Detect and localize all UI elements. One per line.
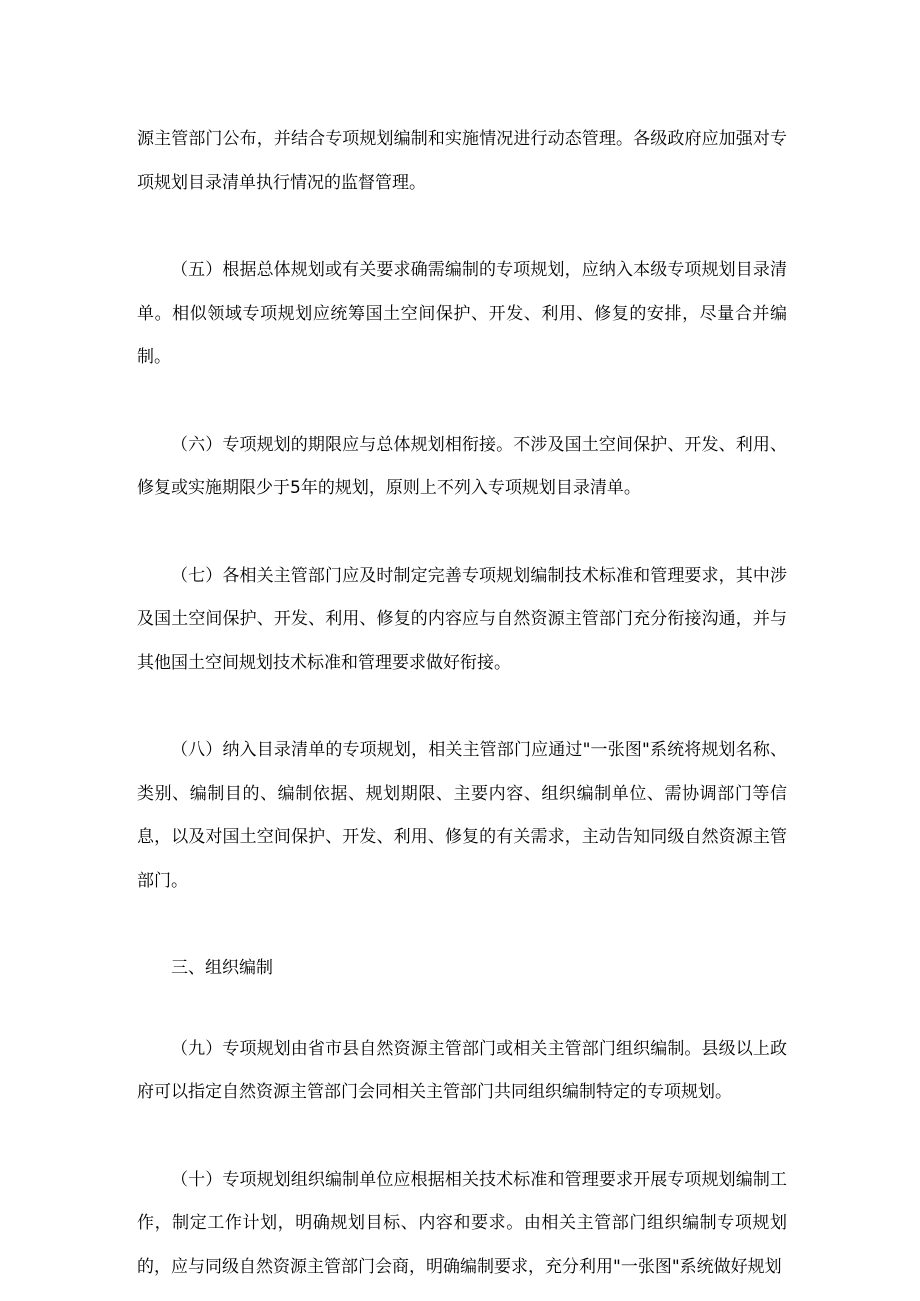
paragraph-gap bbox=[137, 903, 787, 947]
document-body bbox=[137, 118, 787, 1289]
paragraph-gap bbox=[137, 380, 787, 424]
paragraph-continuation: 源主管部门公布，并结合专项规划编制和实施情况进行动态管理。各级政府应加强对专项规划目录清单执行情况的监督管理。 bbox=[137, 129, 787, 193]
paragraph-gap bbox=[137, 205, 787, 249]
paragraph-gap bbox=[137, 685, 787, 729]
paragraph-gap bbox=[137, 991, 787, 1028]
paragraph-gap bbox=[137, 1115, 787, 1159]
paragraph-item-6: （六）专项规划的期限应与总体规划相衔接。不涉及国土空间保护、开发、利用、修复或实施期限少于5年的规划，原则上不列入专项规划目录清单。 bbox=[137, 434, 787, 498]
section-heading: 三、组织编制 bbox=[171, 958, 273, 978]
paragraph-item-9: （九）专项规划由省市县自然资源主管部门或相关主管部门组织编制。县级以上政府可以指定自然资源主管部门会同相关主管部门共同组织编制特定的专项规划。 bbox=[137, 1038, 787, 1102]
paragraph-item-5: （五）根据总体规划或有关要求确需编制的专项规划，应纳入本级专项规划目录清单。相似领域专项规划应统筹国土空间保护、开发、利用、修复的安排，尽量合并编制。 bbox=[137, 260, 787, 367]
paragraph-item-10: （十）专项规划组织编制单位应根据相关技术标准和管理要求开展专项规划编制工作，制定工作计划，明确规划目标、内容和要求。由相关主管部门组织编制专项规划的，应与同级自然资源主管部门会商，明确编制要求，充分利用"一张图"系统做好规划 bbox=[137, 1169, 787, 1277]
paragraph-item-8: （八）纳入目录清单的专项规划，相关主管部门应通过"一张图"系统将规划名称、类别、编制目的、编制依据、规划期限、主要内容、组织编制单位、需协调部门等信息，以及对国土空间保护、开发、利用、修复的有关需求，主动告知同级自然资源主管部门。 bbox=[137, 740, 787, 891]
paragraph-item-7: （七）各相关主管部门应及时制定完善专项规划编制技术标准和管理要求，其中涉及国土空间保护、开发、利用、修复的内容应与自然资源主管部门充分衔接沟通，并与其他国土空间规划技术标准和管理要求做好衔接。 bbox=[137, 565, 787, 673]
paragraph-gap bbox=[137, 511, 787, 555]
